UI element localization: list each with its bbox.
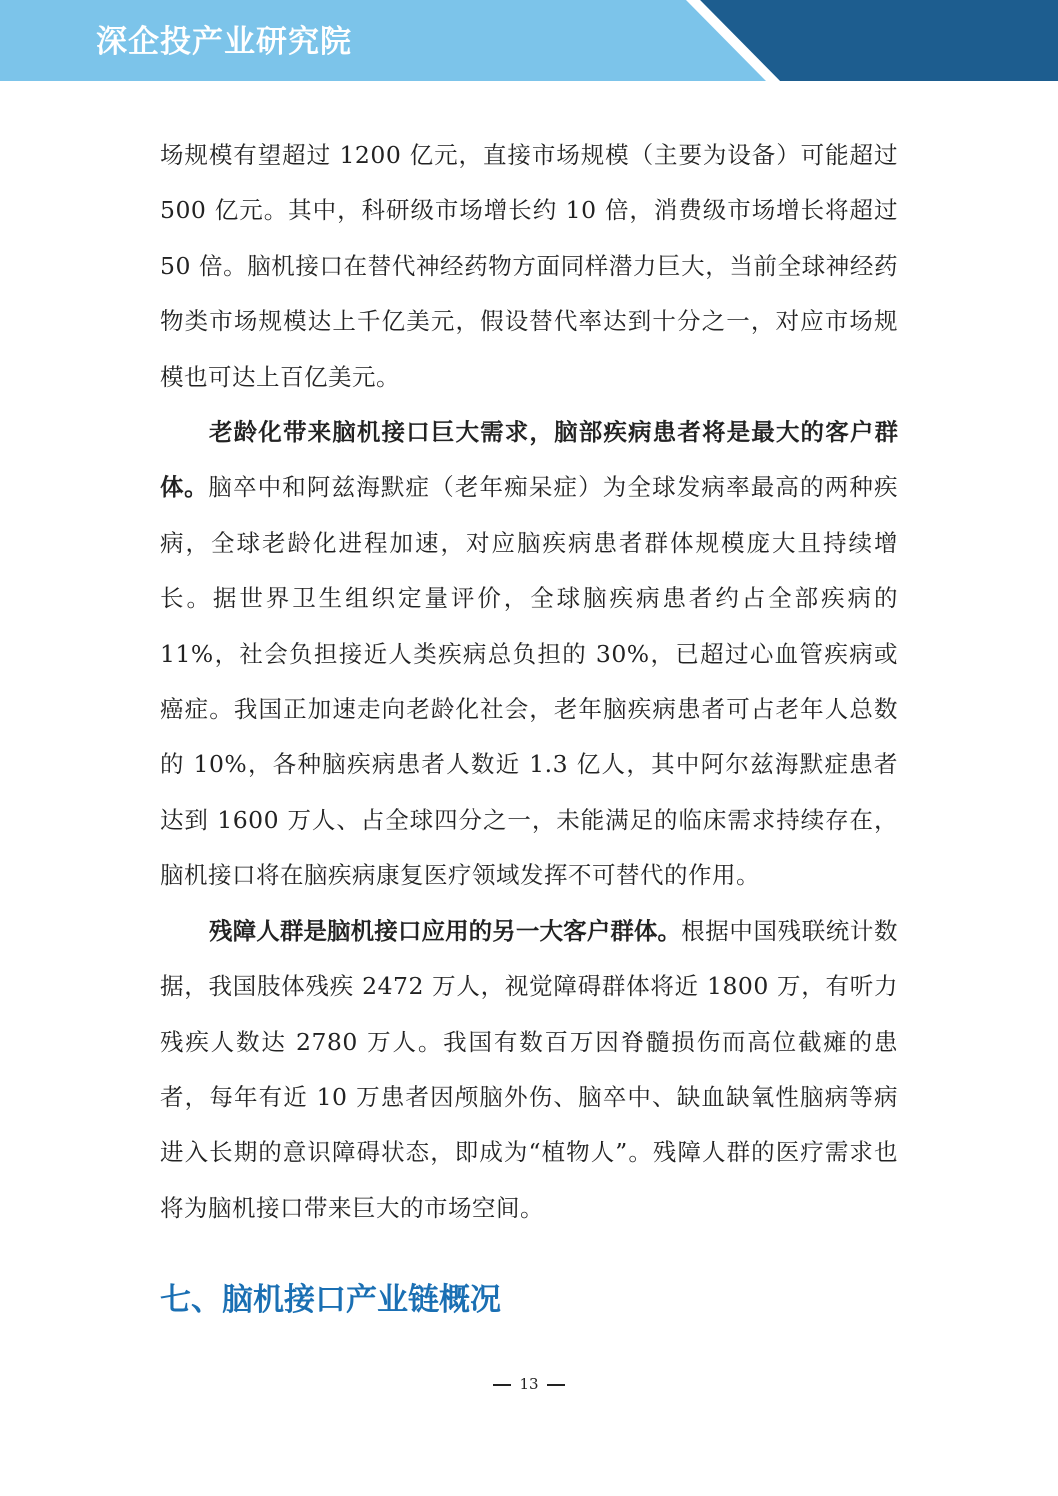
page-number: 13 bbox=[519, 1375, 539, 1393]
paragraph-market-scale bbox=[160, 128, 898, 405]
paragraph-body: 场规模有望超过 1200 亿元，直接市场规模（主要为设备）可能超过 500 亿元。其中，科研级市场增长约 10 倍，消费级市场增长将超过 50 倍。脑机接口在替代神经药物方面同样潜力巨大，当前全球神经药物类市场规模达上千亿美元，假设替代率达到十分之一，对应市场规模也可达上百亿美元。 bbox=[160, 141, 898, 391]
paragraph-disabled-group bbox=[160, 904, 898, 1236]
paragraph-lead: 老龄化带来脑机接口巨大需求，脑部疾病患者将是最大的客户群体。 bbox=[160, 418, 898, 502]
body-text bbox=[160, 128, 898, 1236]
paragraph-aging-demand bbox=[160, 405, 898, 904]
footer-dash-right bbox=[547, 1384, 565, 1386]
paragraph-body: 根据中国残联统计数据，我国肢体残疾 2472 万人，视觉障碍群体将近 1800 万，有听力残疾人数达 2780 万人。我国有数百万因脊髓损伤而高位截瘫的患者，每年有近 10 万患者因颅脑外伤、脑卒中、缺血缺氧性脑病等病进入长期的意识障碍状态，即成为“植物人”。残障人群的医疗需求也将为脑机接口带来巨大的市场空间。 bbox=[160, 916, 899, 1222]
footer-dash-left bbox=[493, 1384, 511, 1386]
paragraph-body: 脑卒中和阿兹海默症（老年痴呆症）为全球发病率最高的两种疾病，全球老龄化进程加速，对应脑疾病患者群体规模庞大且持续增长。据世界卫生组织定量评价，全球脑疾病患者约占全部疾病的 11%，社会负担接近人类疾病总负担的 30%，已超过心血管疾病或癌症。我国正加速走向老龄化社会，老年脑疾病患者可占老年人总数的 10%，各种脑疾病患者人数近 1.3 亿人，其中阿尔兹海默症患者达到 1600 万人、占全球四分之一，未能满足的临床需求持续存在，脑机接口将在脑疾病康复医疗领域发挥不可替代的作用。 bbox=[160, 473, 899, 890]
page-header bbox=[0, 0, 1058, 81]
page-footer bbox=[0, 1372, 1058, 1396]
section-heading: 七、脑机接口产业链概况 bbox=[160, 1282, 501, 1318]
paragraph-lead: 残障人群是脑机接口应用的另一大客户群体。 bbox=[209, 916, 682, 945]
header-title: 深企投产业研究院 bbox=[96, 24, 352, 60]
